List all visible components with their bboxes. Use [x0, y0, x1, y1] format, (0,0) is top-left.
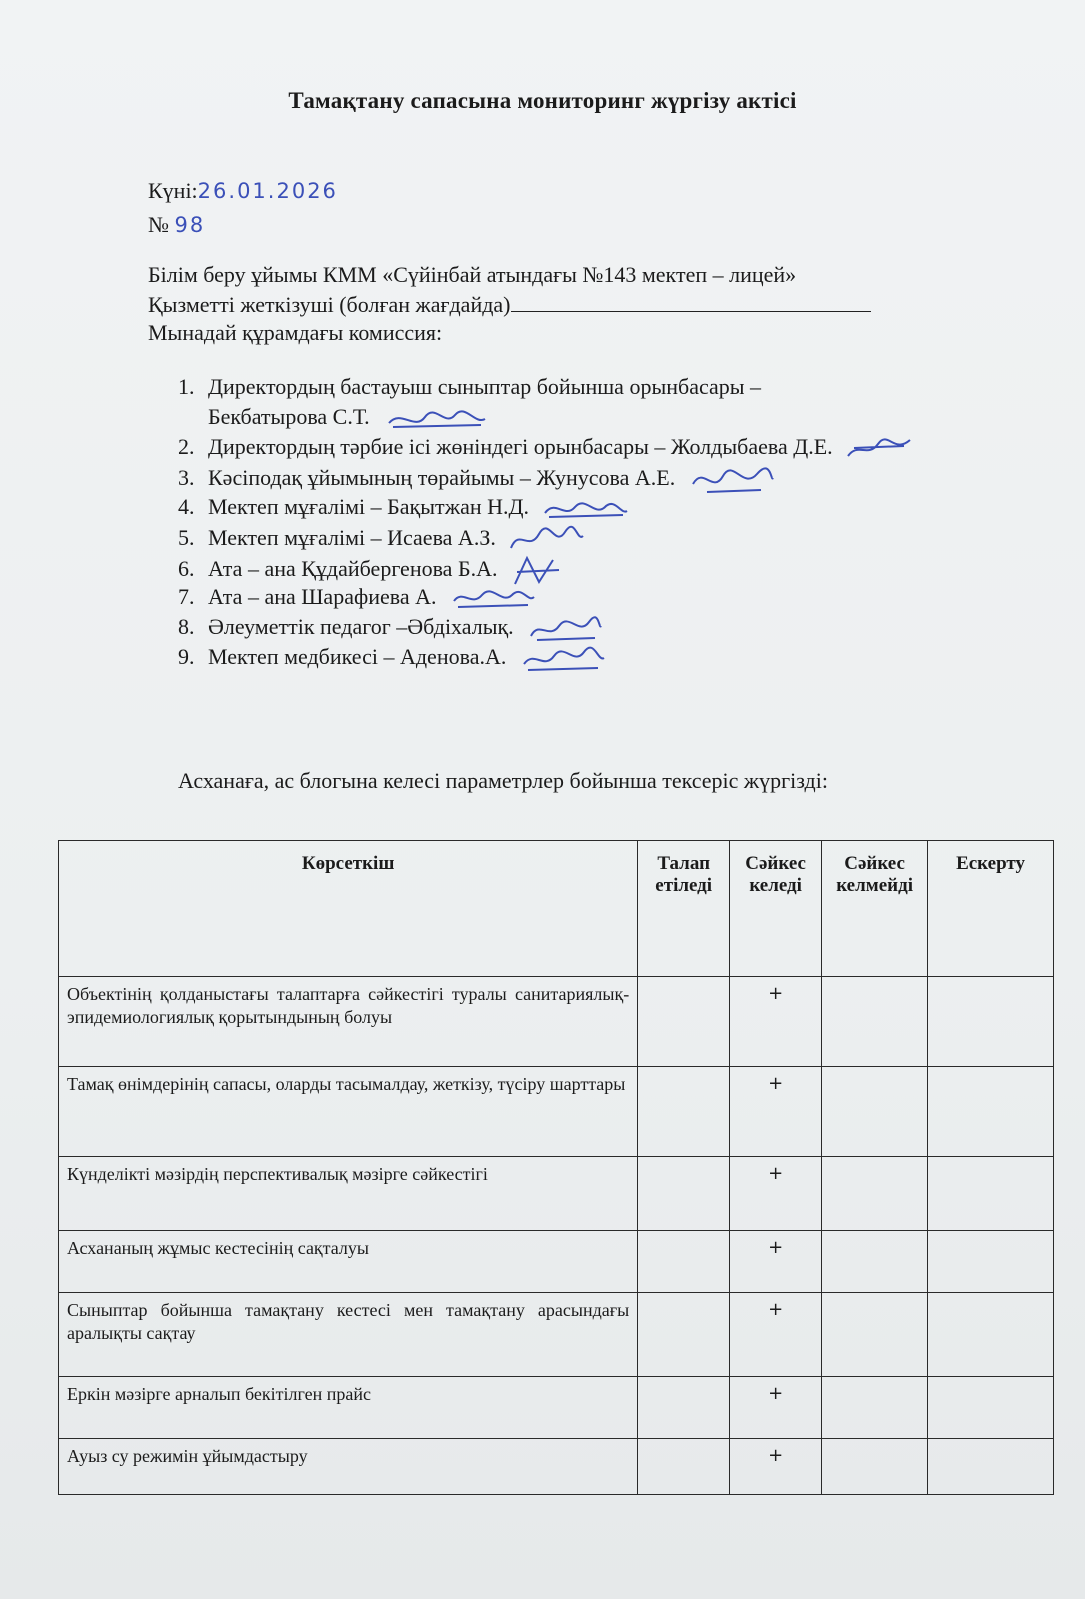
column-header: Сәйкес келмейді [822, 841, 928, 977]
member-number: 9. [178, 644, 195, 670]
note-cell [928, 977, 1054, 1067]
member-name: Бекбатырова С.Т. [208, 404, 370, 429]
indicator-cell: Асхананың жұмыс кестесінің сақталуы [59, 1231, 638, 1293]
commission-member-6 [178, 554, 914, 584]
member-role: Ата – ана Шарафиева А. [208, 584, 437, 609]
nomatch-cell [822, 1377, 928, 1439]
note-cell [928, 1067, 1054, 1157]
table-row [59, 1293, 1054, 1377]
match-cell: + [730, 1157, 822, 1231]
indicator-cell: Объектінің қолданыстағы талаптарға сәйкестігі туралы санитариялық-эпидемиологиялық қорытындының болуы [59, 977, 638, 1067]
table-header-row [59, 841, 1054, 977]
supplier-label: Қызметті жеткізуші (болған жағдайда) [148, 292, 511, 317]
member-number: 1. [178, 374, 195, 399]
nomatch-cell [822, 1157, 928, 1231]
match-cell: + [730, 1293, 822, 1377]
member-role: Мектеп медбикесі – Аденова.А. [208, 644, 507, 670]
date-label: Күні: [148, 178, 198, 203]
document-title: Тамақтану сапасына мониторинг жүргізу актісі [288, 88, 797, 113]
signature-icon [541, 495, 631, 523]
nomatch-cell [822, 1231, 928, 1293]
signature-icon [509, 554, 569, 588]
signature-icon [448, 585, 538, 613]
required-cell [638, 1231, 730, 1293]
nomatch-cell [822, 1293, 928, 1377]
required-cell [638, 1439, 730, 1495]
match-cell: + [730, 1377, 822, 1439]
nomatch-cell [822, 977, 928, 1067]
number-line [148, 212, 205, 238]
note-cell [928, 1231, 1054, 1293]
table-row [59, 1377, 1054, 1439]
member-number: 5. [178, 525, 195, 551]
table-row [59, 977, 1054, 1067]
member-role: Кәсіподақ ұйымының төрайымы – Жунусова А.Е. [208, 465, 676, 491]
column-header: Сәйкес келеді [730, 841, 822, 977]
match-cell: + [730, 1439, 822, 1495]
member-number: 8. [178, 614, 195, 640]
commission-label: Мынадай құрамдағы комиссия: [148, 320, 443, 345]
commission-member-1-name [178, 404, 914, 434]
member-role: Директордың бастауыш сыныптар бойынша орынбасары – [208, 374, 762, 399]
column-header: Көрсеткіш [59, 841, 638, 977]
indicator-cell: Күнделікті мәзірдің перспективалық мәзірге сәйкестігі [59, 1157, 638, 1231]
note-cell [928, 1439, 1054, 1495]
member-number: 7. [178, 584, 195, 609]
supplier-blank [511, 293, 871, 312]
member-number: 3. [178, 465, 195, 491]
note-cell [928, 1293, 1054, 1377]
member-number: 6. [178, 556, 195, 582]
commission-member-8 [178, 614, 914, 644]
table-row [59, 1439, 1054, 1495]
commission-member-9 [178, 644, 914, 674]
commission-member-3 [178, 464, 914, 494]
organization-line: Білім беру ұйымы КММ «Сүйінбай атындағы №143 мектеп – лицей» [148, 262, 797, 287]
match-cell: + [730, 977, 822, 1067]
signature-icon [507, 524, 587, 556]
commission-member-1 [178, 374, 914, 404]
commission-member-2 [178, 434, 914, 464]
indicator-cell: Еркін мәзірге арналып бекітілген прайс [59, 1377, 638, 1439]
required-cell [638, 1067, 730, 1157]
indicator-cell: Сыныптар бойынша тамақтану кестесі мен тамақтану арасындағы аралықты сақтау [59, 1293, 638, 1377]
table-row [59, 1067, 1054, 1157]
commission-member-4 [178, 494, 914, 524]
date-line [148, 178, 338, 204]
note-cell [928, 1377, 1054, 1439]
inspection-table [58, 840, 1054, 1495]
member-number: 4. [178, 494, 195, 519]
member-role: Әлеуметтік педагог –Әбдіхалық. [208, 614, 514, 640]
inspection-intro: Асханаға, ас блогына келесі параметрлер бойынша тексеріс жүргізді: [178, 768, 828, 793]
required-cell [638, 977, 730, 1067]
member-role: Мектеп мұғалімі – Исаева А.З. [208, 525, 496, 551]
nomatch-cell [822, 1067, 928, 1157]
supplier-line [148, 292, 871, 318]
required-cell [638, 1157, 730, 1231]
required-cell [638, 1377, 730, 1439]
signature-icon [525, 614, 605, 644]
table-row [59, 1231, 1054, 1293]
required-cell [638, 1293, 730, 1377]
member-role: Ата – ана Құдайбергенова Б.А. [208, 556, 498, 582]
number-value: 98 [174, 213, 206, 237]
indicator-cell: Ауыз су режимін ұйымдастыру [59, 1439, 638, 1495]
commission-list [178, 374, 914, 674]
commission-member-7 [178, 584, 914, 614]
match-cell: + [730, 1067, 822, 1157]
date-value: 26.01.2026 [197, 179, 338, 203]
match-cell: + [730, 1231, 822, 1293]
column-header: Ескерту [928, 841, 1054, 977]
member-number: 2. [178, 434, 195, 460]
signature-icon [381, 405, 491, 433]
nomatch-cell [822, 1439, 928, 1495]
member-role: Мектеп мұғалімі – Бақытжан Н.Д. [208, 494, 529, 519]
number-label: № [148, 212, 169, 237]
signature-icon [518, 644, 608, 674]
signature-icon [844, 434, 914, 464]
table-row [59, 1157, 1054, 1231]
signature-icon [687, 464, 777, 496]
commission-member-5 [178, 524, 914, 554]
column-header: Талап етіледі [638, 841, 730, 977]
indicator-cell: Тамақ өнімдерінің сапасы, оларды тасымалдау, жеткізу, түсіру шарттары [59, 1067, 638, 1157]
member-role: Директордың тәрбие ісі жөніндегі орынбасары – Жолдыбаева Д.Е. [208, 434, 833, 460]
note-cell [928, 1157, 1054, 1231]
